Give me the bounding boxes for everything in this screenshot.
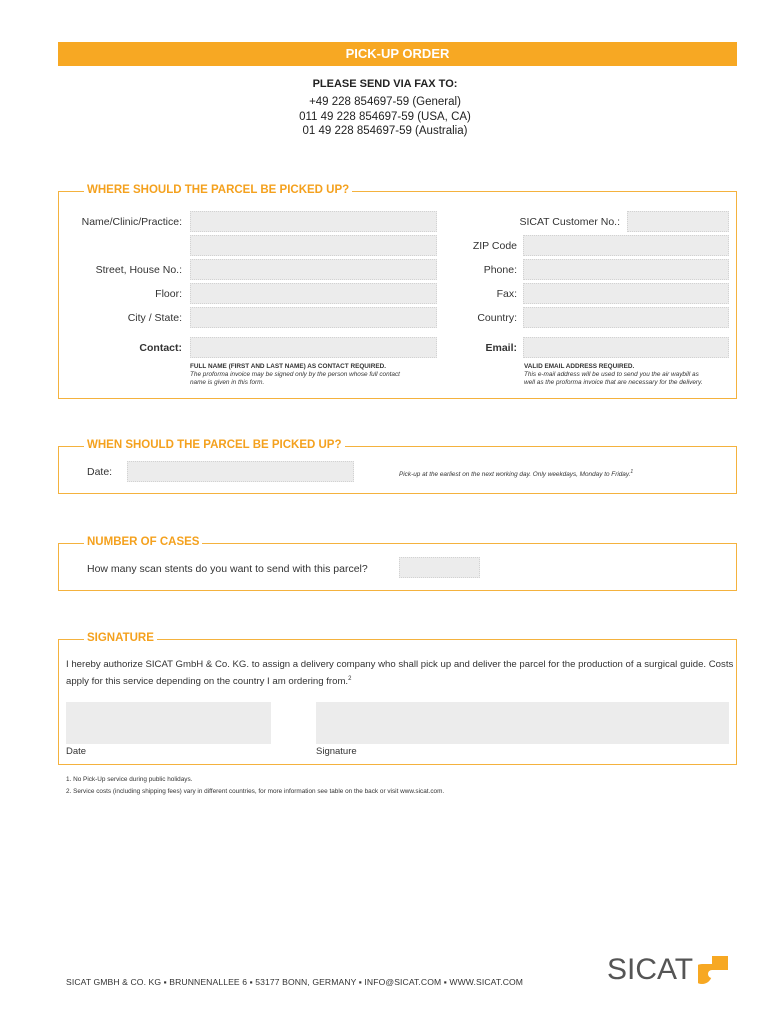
street-field[interactable] <box>190 259 437 280</box>
zip-field[interactable] <box>523 235 729 256</box>
email-field[interactable] <box>523 337 729 358</box>
sicat-logo-icon <box>698 956 730 984</box>
fax-number-usa: 011 49 228 854697-59 (USA, CA) <box>299 111 471 123</box>
when-section-title: WHEN SHOULD THE PARCEL BE PICKED UP? <box>84 439 345 451</box>
fax-field[interactable] <box>523 283 729 304</box>
cases-question: How many scan stents do you want to send with this parcel? <box>87 563 368 575</box>
floor-field[interactable] <box>190 283 437 304</box>
signature-label: Signature <box>316 746 357 757</box>
city-label: City / State: <box>127 312 182 324</box>
contact-note-title: FULL NAME (FIRST AND LAST NAME) AS CONTACT REQUIRED. <box>190 363 386 370</box>
street-label: Street, House No.: <box>95 264 182 276</box>
contact-note-line-1: The proforma invoice may be signed only by the person whose full contact <box>190 371 400 378</box>
email-label: Email: <box>485 342 517 354</box>
signature-date-field[interactable] <box>66 702 271 744</box>
cases-count-field[interactable] <box>399 557 480 578</box>
fax-number-general: +49 228 854697-59 (General) <box>309 96 461 108</box>
sicat-logo-text: SICAT <box>607 953 694 986</box>
name-field[interactable] <box>190 211 437 232</box>
signature-section-title: SIGNATURE <box>84 632 157 644</box>
email-note-line-2: well as the proforma invoice that are necessary for the delivery. <box>524 379 703 386</box>
pickup-date-label: Date: <box>87 466 113 478</box>
zip-label: ZIP Code <box>472 240 517 252</box>
pickup-date-note: Pick-up at the earliest on the next working day. Only weekdays, Monday to Friday.$^1$ <box>399 469 634 479</box>
city-field[interactable] <box>190 307 437 328</box>
pickup-date-field[interactable] <box>127 461 354 482</box>
fax-number-australia: 01 49 228 854697-59 (Australia) <box>302 125 468 137</box>
where-section-title: WHERE SHOULD THE PARCEL BE PICKED UP? <box>84 184 352 196</box>
name-label: Name/Clinic/Practice: <box>81 216 182 228</box>
customer-no-label: SICAT Customer No.: <box>519 216 620 228</box>
phone-field[interactable] <box>523 259 729 280</box>
contact-note-line-2: name is given in this form. <box>190 379 265 386</box>
contact-label: Contact: <box>139 342 182 354</box>
contact-field[interactable] <box>190 337 437 358</box>
email-note-title: VALID EMAIL ADDRESS REQUIRED. <box>524 363 635 370</box>
footnote-2: 2. Service costs (including shipping fees) vary in different countries, for more information see table on the back or visit www.sicat.com. <box>66 788 445 795</box>
footnote-1: 1. No Pick-Up service during public holidays. <box>66 776 193 783</box>
authorization-text: I hereby authorize SICAT GmbH & Co. KG. to assign a delivery company who shall pick up and deliver the parcel for the production of a surgical guide. Costs apply for this service depending on the country I am ordering from.$^2$ <box>66 659 734 688</box>
floor-label: Floor: <box>155 288 182 300</box>
signature-field[interactable] <box>316 702 729 744</box>
cases-section-title: NUMBER OF CASES <box>84 536 202 548</box>
signature-date-label: Date <box>66 746 87 757</box>
country-label: Country: <box>477 312 517 324</box>
email-note-line-1: This e-mail address will be used to send you the air waybill as <box>524 371 699 378</box>
name-field-2[interactable] <box>190 235 437 256</box>
country-field[interactable] <box>523 307 729 328</box>
phone-label: Phone: <box>483 264 517 276</box>
customer-no-field[interactable] <box>627 211 729 232</box>
page-title: PICK-UP ORDER <box>58 42 737 66</box>
fax-heading: PLEASE SEND VIA FAX TO: <box>312 78 458 90</box>
fax-label: Fax: <box>496 288 517 300</box>
company-address: SICAT GMBH & CO. KG ▪ BRUNNENALLEE 6 ▪ 53177 BONN, GERMANY ▪ INFO@SICAT.COM ▪ WWW.SICAT.COM <box>66 977 524 987</box>
